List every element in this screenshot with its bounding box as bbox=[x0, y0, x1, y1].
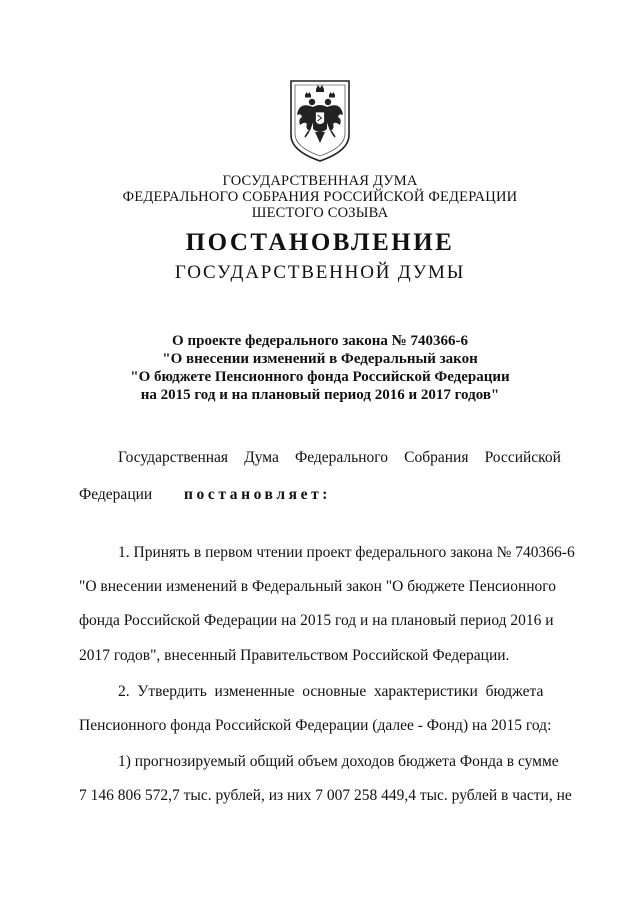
p1-line-1: 1. Принять в первом чтении проект федерального закона № 740366-6 bbox=[118, 544, 575, 561]
coat-of-arms-emblem bbox=[285, 77, 355, 163]
resolves-word: постановляет: bbox=[183, 486, 332, 503]
header-line-federal-assembly: ФЕДЕРАЛЬНОГО СОБРАНИЯ РОССИЙСКОЙ ФЕДЕРАЦИИ bbox=[122, 189, 518, 205]
document-subtitle: ГОСУДАРСТВЕННОЙ ДУМЫ bbox=[174, 262, 466, 283]
p2-line-2: Пенсионного фонда Российской Федерации (далее - Фонд) на 2015 год: bbox=[79, 717, 552, 734]
subject-line-2: "О внесении изменений в Федеральный закон bbox=[162, 351, 478, 367]
header-line-duma: ГОСУДАРСТВЕННАЯ ДУМА bbox=[222, 173, 418, 189]
subject-line-3: "О бюджете Пенсионного фонда Российской Федерации bbox=[130, 369, 510, 385]
preamble-word: Российской bbox=[484, 449, 561, 466]
preamble-word: Федерального bbox=[294, 449, 389, 466]
p1-line-4: 2017 годов", внесенный Правительством Российской Федерации. bbox=[79, 647, 510, 664]
subject-line-1: О проекте федерального закона № 740366-6 bbox=[172, 333, 468, 349]
p1-line-3: фонда Российской Федерации на 2015 год и на плановый период 2016 и bbox=[79, 612, 554, 629]
preamble-word: Дума bbox=[244, 449, 279, 466]
subject-line-4: на 2015 год и на плановый период 2016 и 2017 годов" bbox=[140, 387, 500, 403]
preamble-word: Государственная bbox=[118, 449, 229, 466]
p2-line-1: 2. Утвердить измененные основные характеристики бюджета bbox=[118, 683, 544, 700]
preamble-line-2 bbox=[79, 486, 331, 504]
preamble-federation: Федерации bbox=[79, 486, 153, 503]
p1-line-2: "О внесении изменений в Федеральный закон "О бюджете Пенсионного bbox=[79, 578, 557, 595]
document-title: ПОСТАНОВЛЕНИЕ bbox=[185, 229, 455, 256]
p3-line-2: 7 146 806 572,7 тыс. рублей, из них 7 007 258 449,4 тыс. рублей в части, не bbox=[79, 787, 572, 804]
preamble-word: Собрания bbox=[404, 449, 469, 466]
preamble-line-1 bbox=[118, 449, 561, 467]
header-line-convocation: ШЕСТОГО СОЗЫВА bbox=[251, 205, 389, 221]
p3-line-1: 1) прогнозируемый общий объем доходов бюджета Фонда в сумме bbox=[118, 753, 559, 770]
